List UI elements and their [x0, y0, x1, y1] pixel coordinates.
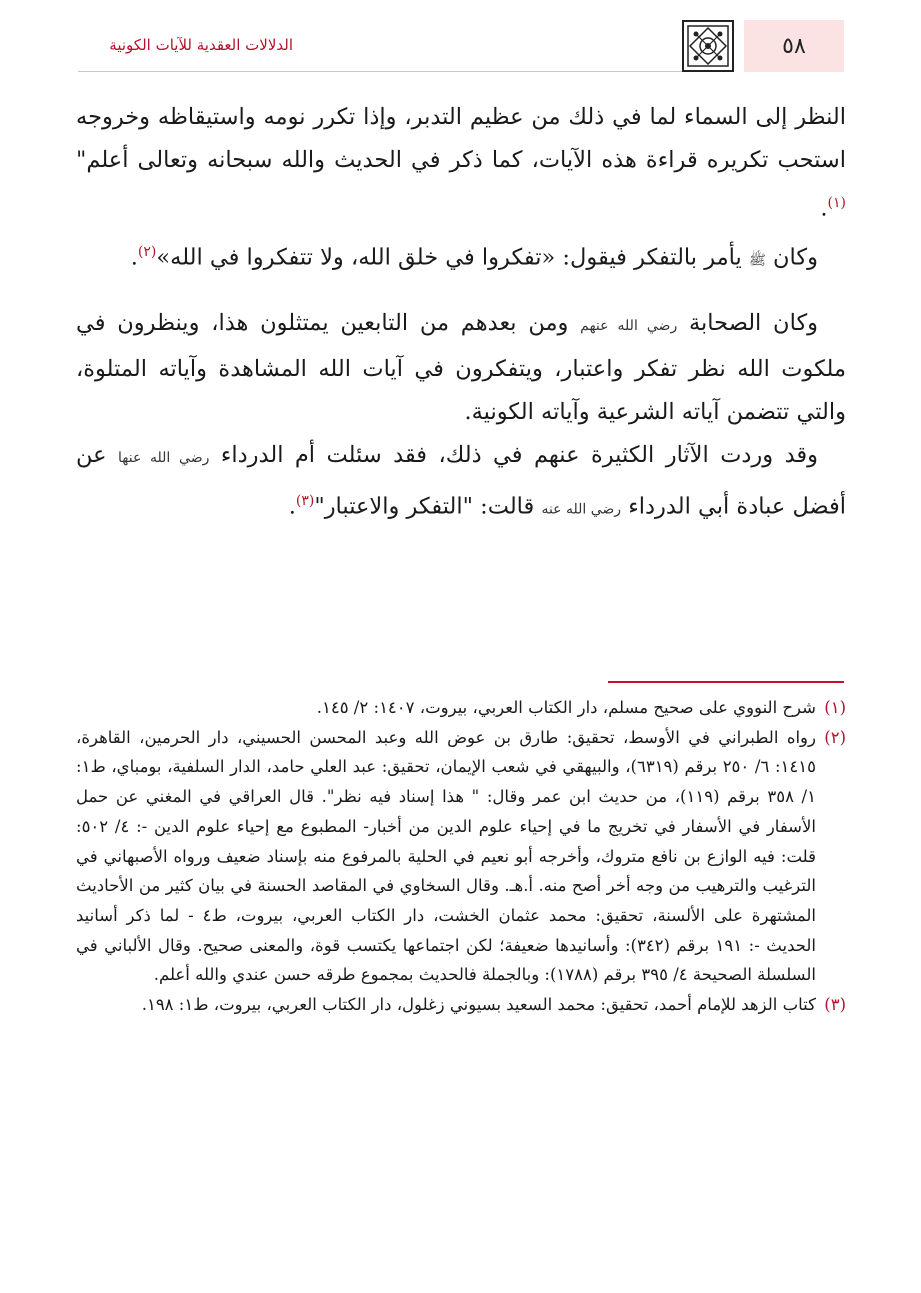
- footnote-3: [76, 990, 846, 1020]
- footnote-ref-1[interactable]: (١): [827, 195, 846, 211]
- footnote-ref-3[interactable]: (٣): [295, 493, 315, 509]
- paragraph-1: النظر إلى السماء لما في ذلك من عظيم التدبر، وإذا تكرر نومه واستيقاظه وخروجه استحب تكريره قراءة هذه الآيات، كما ذكر في الحديث والله سبحانه وتعالى أعلم"$^{(١)}$.: [76, 104, 846, 222]
- footnote-number: (٣): [824, 995, 846, 1015]
- header-rule: [78, 71, 682, 72]
- footnote-2: [76, 723, 846, 990]
- footnote-text: كتاب الزهد للإمام أحمد، تحقيق: محمد السعيد بسيوني زغلول، دار الكتاب العربي، بيروت، ط١: ١٩٨.: [141, 995, 816, 1015]
- ornament-icon: [682, 20, 734, 72]
- honorific-glyph: ﷺ: [748, 252, 766, 268]
- footnotes: [76, 693, 846, 1020]
- paragraph-4: وقد وردت الآثار الكثيرة عنهم في ذلك، فقد سئلت أم الدرداء رضي الله عنها عن أفضل عبادة أبي الدرداء رضي الله عنه قالت: "التفكر والاعتبار"$^{(٣)}$.: [76, 442, 846, 520]
- footnote-ref-2[interactable]: (٢): [137, 243, 157, 260]
- footnote-text: رواه الطبراني في الأوسط، تحقيق: طارق بن عوض الله وعبد المحسن الحسيني، دار الحرمين، القاهرة، ١٤١٥: ٦/ ٢٥٠ برقم (٦٣١٩)، والبيهقي في شعب الإيمان، تحقيق: عبد العلي حامد، الدار السلفية، بومباي، ط١: ١/ ٣٥٨ برقم (١١٩)، من حديث ابن عمر وقال: " هذا إسناد فيه نظر". قال العراقي في المغني عن حمل الأسفار في الأسفار في تخريج ما في إحياء علوم الدين من أخبار- المطبوع مع إحياء علوم الدين -: ٤/ ٥٠٢: قلت: فيه الوازع بن نافع متروك، وأخرجه أبو نعيم في الحلية بالمرفوع منه بإسناد ضعيف ورواه الأصبهاني في الترغيب والترهيب من وجه أخر أصح منه. أ.هـ. وقال السخاوي في المقاصد الحسنة في بيان كثير من الأحاديث المشتهرة على الألسنة، تحقيق: محمد عثمان الخشت، دار الكتاب العربي، بيروت، ط٤ - لما ذكر أسانيد الحديث -: ١٩١ برقم (٣٤٢): وأسانيدها ضعيفة؛ لكن اجتماعها يكتسب قوة، والمعنى صحيح. وقال الألباني في السلسلة الصحيحة ٤/ ٣٩٥ برقم (١٧٨٨): وبالجملة فالحديث بمجموع طرقه حسن عندي والله أعلم.: [76, 727, 817, 985]
- honorific-glyph: رضي الله عنها: [118, 450, 210, 466]
- footnote-text: شرح النووي على صحيح مسلم، دار الكتاب العربي، بيروت، ١٤٠٧: ٢/ ١٤٥.: [316, 698, 816, 717]
- honorific-glyph: رضي الله عنهم: [580, 318, 678, 334]
- honorific-glyph: رضي الله عنه: [541, 501, 622, 518]
- paragraph-3: وكان الصحابة رضي الله عنهم ومن بعدهم من التابعين يمتثلون هذا، وينظرون في ملكوت الله نظر تفكر واعتبار، ويتفكرون في آيات الله المشاهدة وآياته المتلوة، والتي تتضمن آياته الشرعية وآياته الكونية.: [76, 310, 846, 425]
- footnote-number: (٢): [824, 727, 846, 747]
- footnote-1: [76, 693, 846, 723]
- main-text: [76, 96, 846, 532]
- page-header: [0, 0, 921, 80]
- page-number: ٥٨: [744, 20, 844, 72]
- footnote-number: (١): [824, 698, 846, 717]
- paragraph-2: وكان ﷺ يأمر بالتفكر فيقول: «تفكروا في خلق الله، ولا تتفكروا في الله»$^{(٢)}$.: [130, 243, 818, 270]
- footnote-separator: [608, 681, 844, 683]
- running-title: الدلالات العقدية للآيات الكونية: [109, 36, 293, 54]
